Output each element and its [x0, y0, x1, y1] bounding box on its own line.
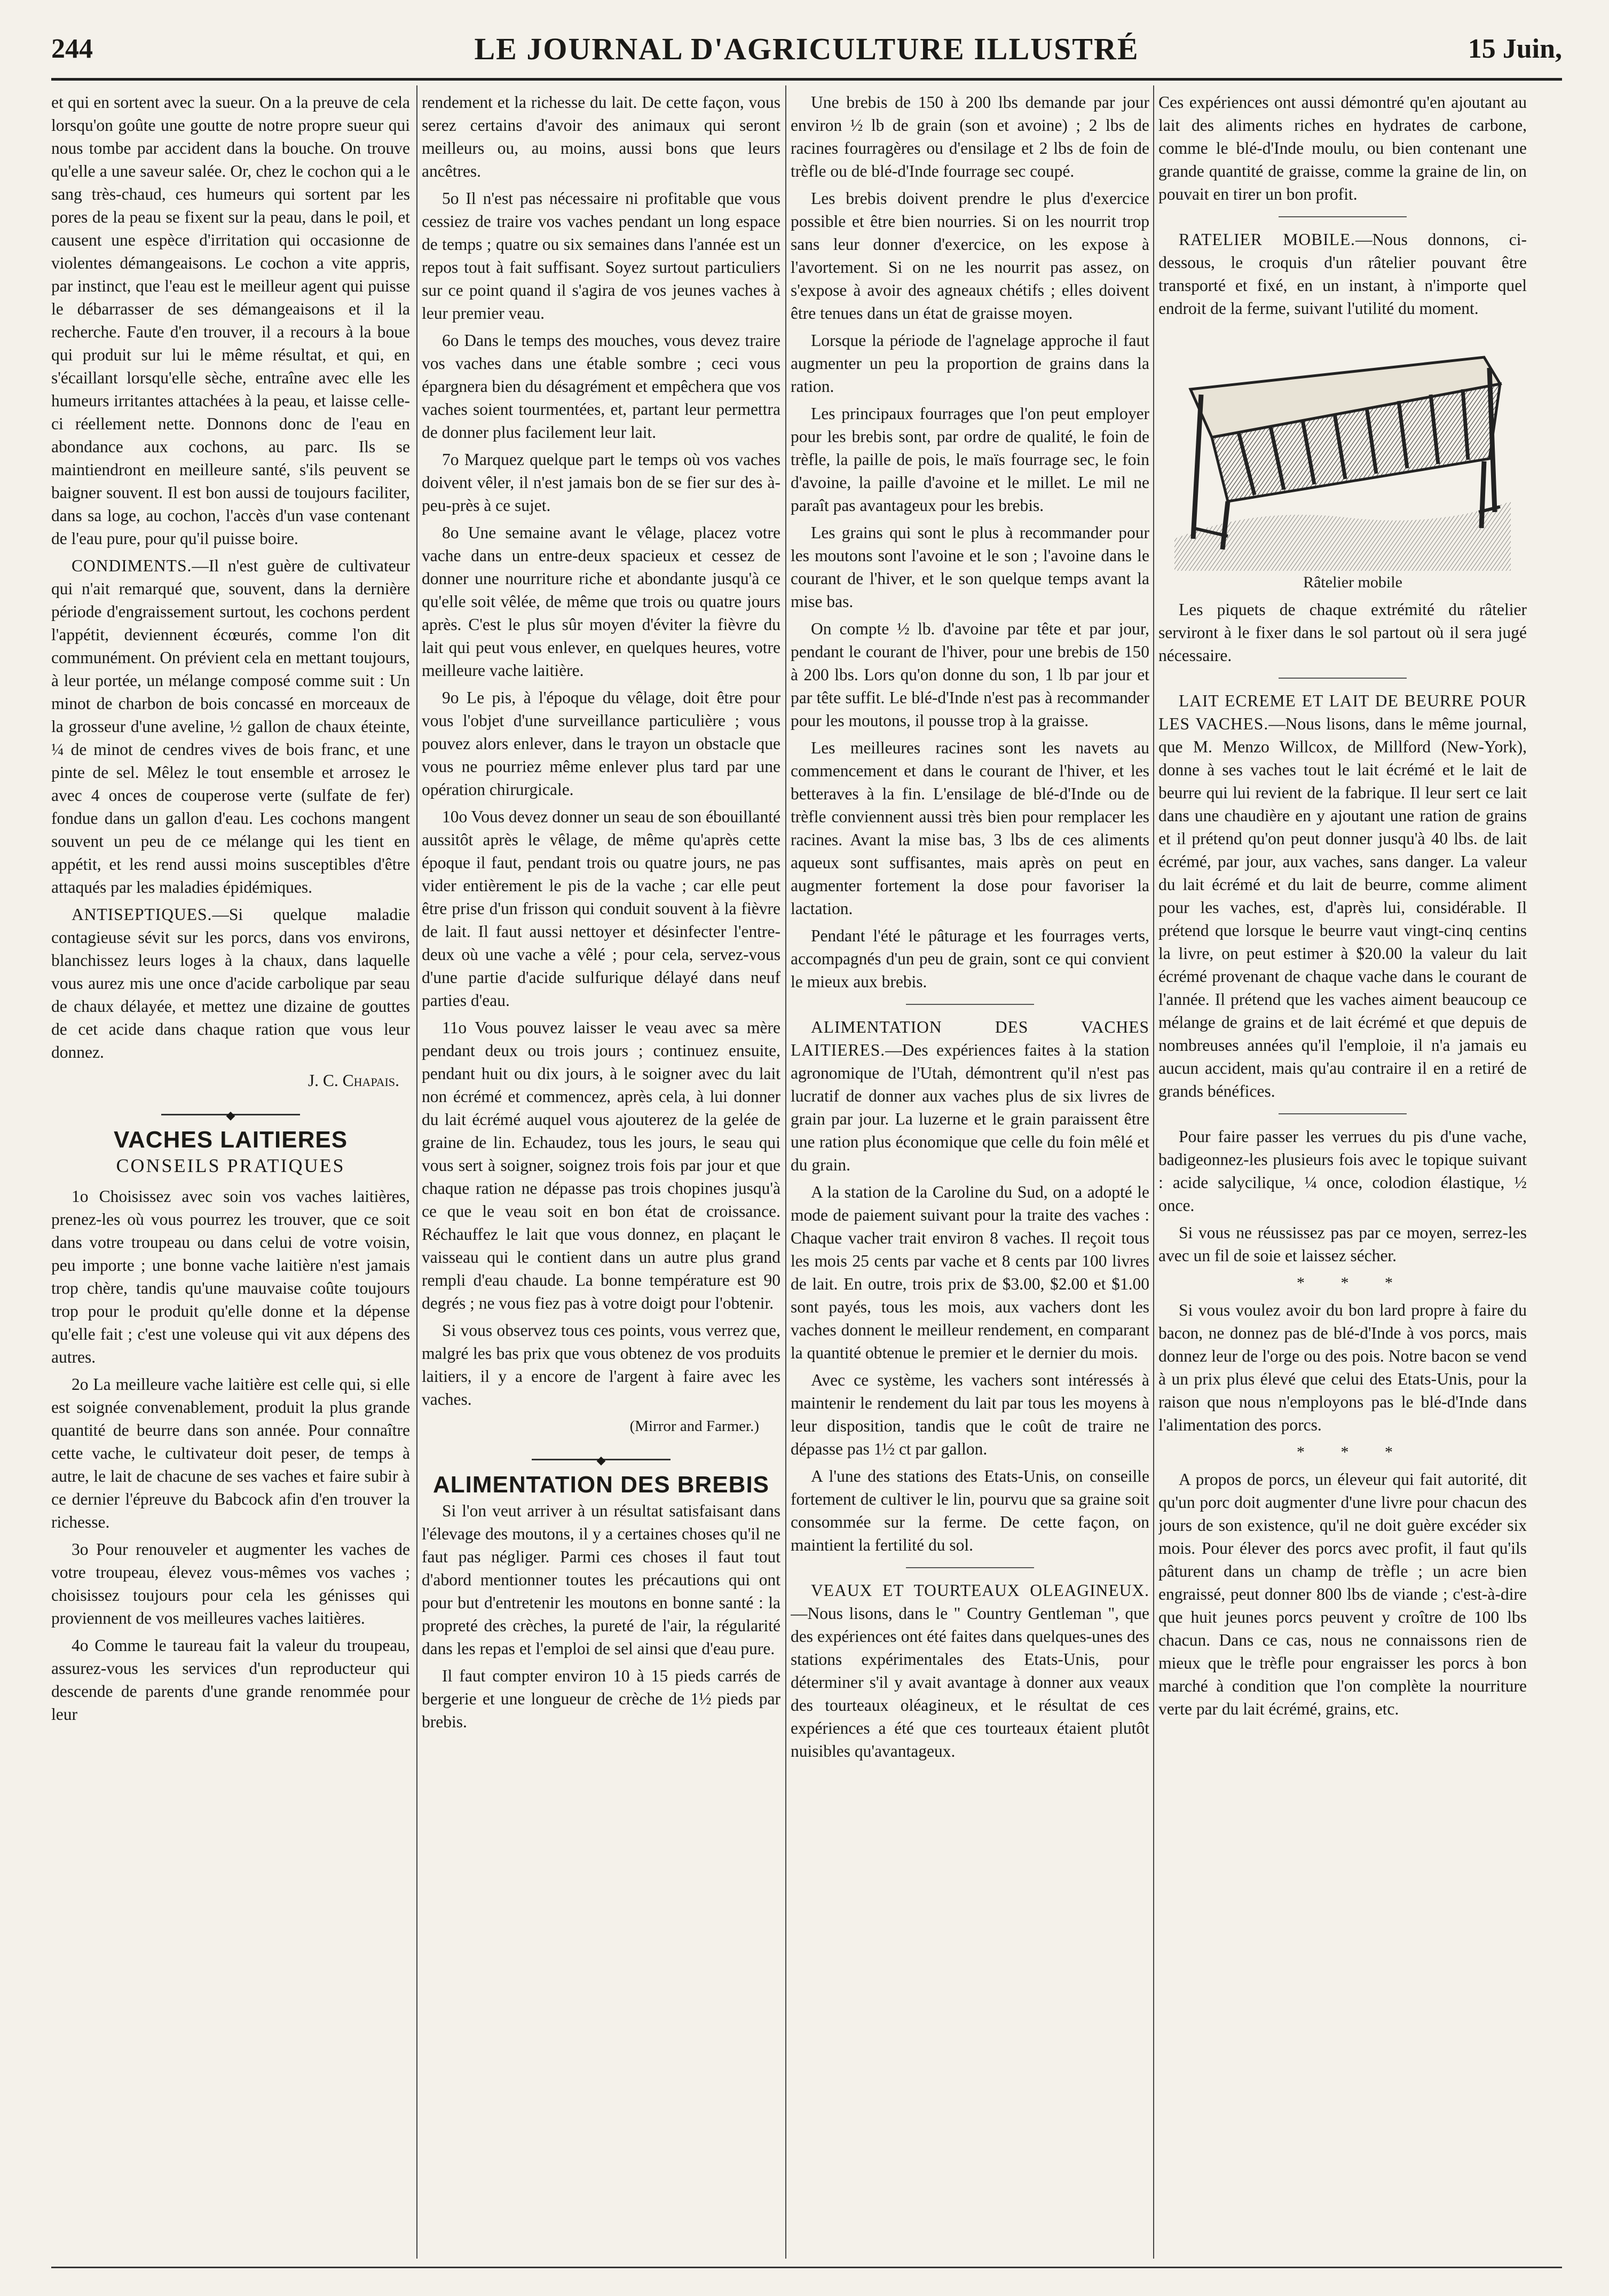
- journal-title: LE JOURNAL D'AGRICULTURE ILLUSTRÉ: [474, 32, 1139, 66]
- section-title: VACHES LAITIERES: [113, 1127, 348, 1153]
- paragraph: 11o Vous pouvez laisser le veau avec sa mère pendant deux ou trois jours ; continuez ensuite, pendant huit ou dix jours, à le soigner avec du lait non écrémé et commencez, après cela, à lui donner du lait écrémé auquel vous ajouterez de la gelée de graine de lin. Echaudez, tous les jours, le seau qui vous sert à soigner, soignez trois fois par jour et que chaque ration ne dépasse pas trois chopines jusqu'à ce que le veau soit en bon état de croissance. Réchauffez le lait que vous donnez, en plaçant le vaisseau qui le contient dans un autre plus grand rempli d'eau chaude. La bonne température est 90 degrés ; ne vous fiez pas à votre doigt pour l'obtenir.: [422, 1018, 780, 1312]
- paragraph: 8o Une semaine avant le vêlage, placez votre vache dans un entre-deux spacieux et cessez de donner une nourriture riche et abondante jusqu'à ce qu'elle soit vêlée, de même que trois ou quatre jours après. C'est le plus sûr moyen d'éviter la fièvre du lait qui peut vous enlever, en quelques heures, votre meilleure vache laitière.: [422, 523, 780, 680]
- paragraph: 9o Le pis, à l'époque du vêlage, doit être pour vous l'objet d'une surveillance particulière ; vous pouvez alors enlever, dans le trayon un obstacle que vous ne pourriez même enlever plus tard par une opération chirurgicale.: [422, 688, 780, 799]
- article-body: —Des expériences faites à la station agronomique de l'Utah, démontrent qu'il n'est pas lucratif de donner aux vaches plus de six livres de grain par jour. La luzerne et le grain paraissent être une ration plus économique que celle du foin mêlé et du grain.: [791, 1041, 1149, 1174]
- column-divider: [416, 85, 417, 2259]
- article-body: —Il n'est guère de cultivateur qui n'ait remarqué que, souvent, dans la dernière période d'engraissement surtout, les cochons perdent l'appétit, deviennent écœurés, comme l'on dit communément. On prévient cela en mettant toujours, à leur portée, un mélange composé comme suit : Un minot de charbon de bois concassé en morceaux de la grosseur d'une aveline, ½ gallon de chaux éteinte, ¼ de minot de cendres vives de bois franc, et une pinte de sel. Mêlez le tout ensemble et arrosez le avec 4 onces de couperose verte (sulfate de fer) fondue dans un gallon d'eau. Les cochons mangent souvent un peu de ce mélange qui les tient en appétit, et les rend aussi moins susceptibles d'être attaqués par les maladies épidémiques.: [51, 556, 410, 897]
- paragraph: Avec ce système, les vachers sont intéressés à maintenir le rendement du lait par tous les moyens à leur disposition, tandis que le coût de traire ne dépasse pas 1½ ct par gallon.: [791, 1371, 1149, 1458]
- paragraph: Les brebis doivent prendre le plus d'exercice possible et être bien nourries. Si on les nourrit trop sans leur donner d'exercice, on les expose à l'avortement. Si on ne les nourrit pas assez, on s'expose à avoir des agneaux chétifs ; elles doivent être tenues dans un état de graisse moyen.: [791, 189, 1149, 323]
- author-signature: J. C. Chapais.: [307, 1071, 399, 1090]
- column-divider: [1153, 85, 1154, 2259]
- paragraph: Si vous observez tous ces points, vous verrez que, malgré les bas prix que vous obtenez de vos produits laitiers, il y a encore de l'argent à faire avec les vaches.: [422, 1321, 780, 1409]
- paragraph: Les principaux fourrages que l'on peut employer pour les brebis sont, par ordre de qualité, le foin de trèfle, la paille de pois, le maïs fourrage sec, le foin d'avoine, la paille d'avoine et le millet. Le mil ne paraît pas avantageux pour les brebis.: [791, 404, 1149, 515]
- paragraph: Les piquets de chaque extrémité du râtelier serviront à le fixer dans le sol partout où il sera jugé nécessaire.: [1158, 600, 1527, 665]
- paragraph: A l'une des stations des Etats-Unis, on conseille fortement de cultiver le lin, pourvu que sa graine soit consommée sur la ferme. De cette façon, on maintient la fertilité du sol.: [791, 1467, 1149, 1554]
- paragraph: 2o La meilleure vache laitière est celle qui, si elle est soignée convenablement, produit la plus grande quantité de beurre dans son année. Pour connaître cette vache, le cultivateur doit peser, de temps à autre, le lait de chacune de ses vaches et faire subir à ce dernier l'épreuve du Babcock afin d'en trouver la richesse.: [51, 1375, 410, 1531]
- article-heading: VEAUX ET TOURTEAUX OLEAGINEUX.: [811, 1581, 1149, 1600]
- paragraph: Les meilleures racines sont les navets au commencement et dans le courant de l'hiver, et les betteraves à la fin. L'ensilage de blé-d'Inde ou de trèfle conviennent aussi très bien pour remplacer les racines. Avant la mise bas, 3 lbs de ces aliments aqueux sont suffisantes, mais après on peut en augmenter fortement la dose pour favoriser la lactation.: [791, 738, 1149, 918]
- hay-rack-engraving: [1169, 325, 1516, 571]
- article-heading: LAIT ECREME ET LAIT DE BEURRE POUR LES VACHES.: [1158, 691, 1527, 733]
- issue-date: 15 Juin,: [1468, 34, 1562, 64]
- paragraph: Il faut compter environ 10 à 15 pieds carrés de bergerie et une longueur de crèche de 1½ pieds par brebis.: [422, 1666, 780, 1731]
- paragraph: Si vous voulez avoir du bon lard propre à faire du bacon, ne donnez pas de blé-d'Inde à vos porcs, mais donnez leur de l'orge ou des pois. Notre bacon se vend à un prix plus élevé que celui des Etats-Unis, pour la raison que nous n'employons pas le blé-d'Inde dans l'alimentation des porcs.: [1158, 1301, 1527, 1434]
- figure-caption: Râtelier mobile: [1303, 573, 1402, 591]
- paragraph: Si vous ne réussissez pas par ce moyen, serrez-les avec un fil de soie et laissez sécher.: [1158, 1223, 1527, 1265]
- paragraph: A la station de la Caroline du Sud, on a adopté le mode de paiement suivant pour la traite des vaches : Chaque vacher trait environ 8 vaches. Il reçoit tous les mois 25 cents par vache et 8 cents par 100 livres de lait. En outre, trois prix de $3.00, $2.00 et $1.00 sont payés, tous les mois, aux vachers dont les vaches donnent le meilleur rendement, en comparant la quantité obtenue le premier et le dernier du mois.: [791, 1183, 1149, 1362]
- lait-article: [1158, 689, 1527, 1103]
- footer-rule: [51, 2267, 1562, 2268]
- section-title: ALIMENTATION DES BREBIS: [432, 1472, 770, 1498]
- asterism: * * *: [1297, 1274, 1409, 1292]
- divider: [906, 1004, 1034, 1005]
- article-heading: ALIMENTATION DES VACHES LAITIERES.: [791, 1018, 1149, 1059]
- column-1: [51, 91, 410, 2259]
- paragraph: 3o Pour renouveler et augmenter les vaches de votre troupeau, élevez vous-mêmes vos vaches ; choisissez toujours pour cela les génisses qui proviennent de vos meilleures vaches laitières.: [51, 1540, 410, 1627]
- column-2: [422, 91, 780, 2259]
- article-heading: RATELIER MOBILE.: [1179, 230, 1355, 249]
- page-number: 244: [51, 34, 93, 64]
- ornament-divider: [51, 1102, 410, 1118]
- paragraph: Lorsque la période de l'agnelage approche il faut augmenter un peu la proportion de grains dans la ration.: [791, 331, 1149, 396]
- antiseptiques-article: [51, 903, 410, 1064]
- divider: [1279, 1113, 1407, 1114]
- paragraph: Les grains qui sont le plus à recommander pour les moutons sont l'avoine et le son ; l'avoine dans le courant de l'hiver, et le son quelque temps avant la mise bas.: [791, 523, 1149, 611]
- article-body: —Nous lisons, dans le " Country Gentleman ", que des expériences ont été faites dans quelques-unes des stations expérimentales des Etats-Unis, pour déterminer s'il y avait avantage à donner aux veaux des tourteaux oléagineux, et le résultat de ces expériences a été que ces tourteaux étaient plutôt nuisibles qu'avantageux.: [791, 1604, 1149, 1760]
- article-heading: ANTISEPTIQUES.: [72, 905, 212, 924]
- paragraph: On compte ½ lb. d'avoine par tête et par jour, pendant le courant de l'hiver, pour une brebis de 150 à 200 lbs. Lors qu'on donne du son, 1 lb par jour et par tête suffit. Le blé-d'Inde n'est pas à recommander pour les moutons, il pousse trop à la graisse.: [791, 619, 1149, 730]
- paragraph: 5o Il n'est pas nécessaire ni profitable que vous cessiez de traire vos vaches pendant un long espace de temps ; quatre ou six semaines dans l'année est un repos tout à fait suffisant. Soyez surtout particuliers sur ce point quand il s'agira de vos jeunes vaches à leur premier veau.: [422, 189, 780, 323]
- condiments-article: [51, 554, 410, 899]
- paragraph: Une brebis de 150 à 200 lbs demande par jour environ ½ lb de grain (son et avoine) ; 2 lbs de racines fourragères ou d'ensilage et 2 lbs de foin de trèfle ou de blé-d'Inde fourrage sec coupé.: [791, 93, 1149, 180]
- paragraph: et qui en sortent avec la sueur. On a la preuve de cela lorsqu'on goûte une goutte de notre propre sueur qui nous tombe par accident dans la bouche. On trouve qu'elle a une saveur salée. Or, chez le cochon qui a le sang très-chaud, ces humeurs qui sortent par les pores de la peau se fixent sur la peau, dans le poil, et causent une espèce d'irritation qui occasionne de violentes démangeaisons. Le cochon a vite appris, par instinct, que l'eau est le meilleur agent qui puisse le débarrasser de ses démangeaisons et il la recherche. Faute d'en trouver, il a recours à la boue qui produit sur lui le même résultat, et qui, en s'écaillant lorsqu'elle sèche, entraîne avec elle les humeurs irritantes attachées à la peau, et laisse celle-ci réellement nette. Donnons donc de l'eau en abondance aux cochons, au parc. Ils se maintiendront en meilleure santé, s'ils peuvent se baigner souvent. Il est bon aussi de toujours faciliter, dans sa loge, au cochon, l'accès d'un vase contenant de l'eau pure, pour qu'il puisse boire.: [51, 93, 410, 548]
- divider: [1279, 678, 1407, 679]
- paragraph: 1o Choisissez avec soin vos vaches laitières, prenez-les où vous pourrez les trouver, que ce soit dans votre troupeau ou dans celui de votre voisin, peu importe ; une bonne vache laitière n'est jamais trop chère, tandis qu'une mauvaise coûte toujours trop pour le produit qu'elle donne et la dépense qu'elle fait ; c'est une voleuse qui vit aux dépens des autres.: [51, 1187, 410, 1366]
- source-credit: (Mirror and Farmer.): [629, 1418, 759, 1435]
- article-heading: CONDIMENTS.: [72, 556, 192, 575]
- article-body: —Si quelque maladie contagieuse sévit sur les porcs, dans vos environs, blanchissez leurs loges à la chaux, dans laquelle vous aurez mis une once d'acide carbolique par seau de chaux délayée, et mettez une dizaine de gouttes de cet acide dans chaque ration que vous leur donnez.: [51, 905, 410, 1061]
- ornament-divider: [422, 1446, 780, 1462]
- column-divider: [785, 85, 786, 2259]
- ratelier-article: [1158, 228, 1527, 320]
- alimentation-article: [791, 1016, 1149, 1176]
- asterism: * * *: [1297, 1443, 1409, 1461]
- paragraph: 4o Comme le taureau fait la valeur du troupeau, assurez-vous les services d'un reproducteur qui descende de parents d'une grande renommée pour leur: [51, 1636, 410, 1724]
- veaux-article: [791, 1579, 1149, 1763]
- paragraph: Si l'on veut arriver à un résultat satisfaisant dans l'élevage des moutons, il y a certaines choses qu'il ne faut pas négliger. Parmi ces choses il faut tout d'abord mentionner toutes les précautions qui ont pour but d'entretenir les moutons en bonne santé : la propreté des crèches, la pureté de l'air, la régularité dans les repas et l'emploi de sel ainsi que d'eau pure.: [422, 1501, 780, 1658]
- paragraph: 10o Vous devez donner un seau de son ébouillanté aussitôt après le vêlage, de même qu'après cette époque il faut, pendant trois ou quatre jours, ne pas vider entièrement le pis de la vache ; car elle peut être prise d'un frisson qui conduit souvent à la fièvre de lait. Il faut aussi nettoyer et désinfecter l'entre-deux où une vache a vêlé ; pour cela, servez-vous d'une partie d'acide sulfurique délayé dans neuf parties d'eau.: [422, 807, 780, 1010]
- paragraph: 6o Dans le temps des mouches, vous devez traire vos vaches dans une étable sombre ; ceci vous épargnera bien du désagrément et empêchera que vos vaches soient tourmentées, et, partant leur permettra de donner plus facilement leur lait.: [422, 331, 780, 442]
- paragraph: rendement et la richesse du lait. De cette façon, vous serez certains d'avoir des animaux qui seront meilleurs ou, au moins, aussi bons que leurs ancêtres.: [422, 93, 780, 180]
- header-rule: [51, 78, 1562, 81]
- paragraph: A propos de porcs, un éleveur qui fait autorité, dit qu'un porc doit augmenter d'une livre pour chacun des jours de son existence, qu'il ne doit guère excéder six mois. Pour élever des porcs avec profit, il faut qu'ils pâturent dans un champ de trèfle ; un acre bien engraissé, peut donner 800 lbs de viande ; c'est-à-dire que huit jeunes porcs peuvent y croître de 100 lbs chacun. Dans ce cas, nous ne connaissons rien de mieux que le trèfle pour engraisser les porcs à bon marché à condition que l'on complète la nourriture verte par du lait écrémé, grains, etc.: [1158, 1470, 1527, 1718]
- divider: [906, 1567, 1034, 1568]
- paragraph: 7o Marquez quelque part le temps où vos vaches doivent vêler, il n'est jamais bon de se fier sur des à-peu-près à ce sujet.: [422, 450, 780, 515]
- paragraph: Pour faire passer les verrues du pis d'une vache, badigeonnez-les plusieurs fois avec le topique suivant : acide salycilique, ¼ once, colodion élastique, ½ once.: [1158, 1127, 1527, 1215]
- column-4: [1158, 91, 1527, 2259]
- column-3: [791, 91, 1149, 2259]
- page-header: [51, 31, 1562, 68]
- divider: [1279, 216, 1407, 217]
- section-subtitle: CONSEILS PRATIQUES: [116, 1155, 345, 1176]
- paragraph: Pendant l'été le pâturage et les fourrages verts, accompagnés d'un peu de grain, sont ce qui convient le mieux aux brebis.: [791, 926, 1149, 991]
- article-body: —Nous donnons, ci-dessous, le croquis d'un râtelier pouvant être transporté et fixé, en un instant, à n'importe quel endroit de la ferme, suivant l'utilité du moment.: [1158, 230, 1527, 318]
- paragraph: Ces expériences ont aussi démontré qu'en ajoutant au lait des aliments riches en hydrates de carbone, comme le blé-d'Inde moulu, ou bien contenant une grande quantité de graisse, comme la graine de lin, on pouvait en tirer un bon profit.: [1158, 93, 1527, 203]
- article-body: —Nous lisons, dans le même journal, que M. Menzo Willcox, de Millford (New-York), donne à ses vaches tout le lait écrémé et le lait de beurre qui lui revient de la fabrique. Il leur sert ce lait dans une chaudière en y ajoutant une ration de grains et il prétend qu'on peut donner jusqu'à 40 lbs. de lait écrémé, par jour, aux vaches, sans danger. La valeur du lait écrémé et du lait de beurre, comme aliment pour les vaches, est, d'après lui, considérable. Il prétend que lorsque le beurre vaut vingt-cinq centins la livre, on peut estimer à $20.00 la valeur du lait écrémé provenant de chaque vache dans le courant de l'année. Il prétend que les vaches aiment beaucoup ce mélange de grains et de lait écrémé et que depuis de nombreuses années qu'il l'emploie, il n'a jamais eu aucun accident, mais qu'au contraire il en a retiré de grands bénéfices.: [1158, 714, 1527, 1100]
- ratelier-illustration: [1169, 325, 1516, 571]
